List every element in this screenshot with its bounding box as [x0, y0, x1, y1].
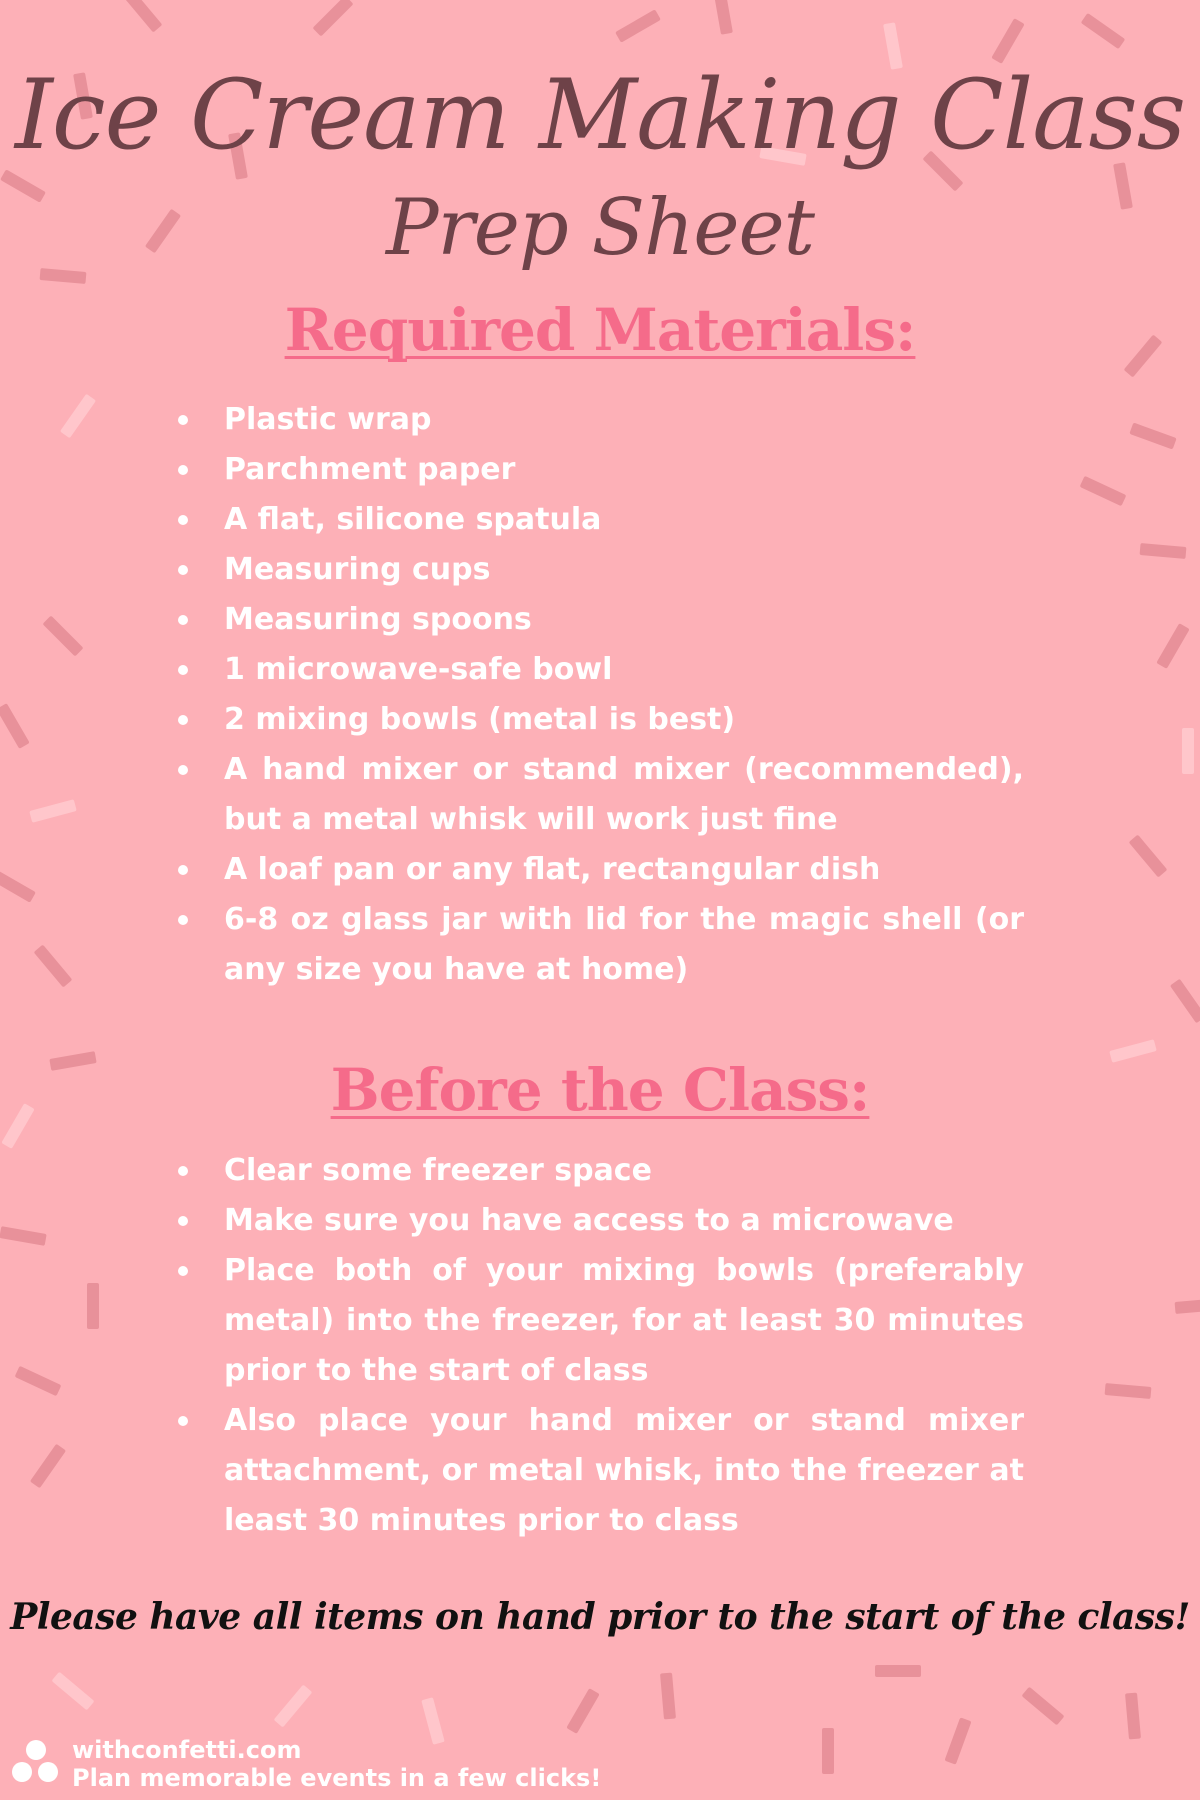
page-title: Ice Cream Making Class: [14, 59, 1186, 171]
page-subtitle: Prep Sheet: [386, 183, 814, 273]
footer-site-link[interactable]: withconfetti.com: [72, 1736, 302, 1764]
list-item: Clear some freezer space: [168, 1146, 1024, 1196]
list-item: Also place your hand mixer or stand mixer attachment, or metal whisk, into the freezer at least 30 minutes prior to class: [168, 1396, 1024, 1546]
confetti-piece: [1105, 1383, 1152, 1399]
confetti-piece: [1182, 728, 1194, 774]
confetti-piece: [30, 1444, 66, 1489]
confetti-piece: [1129, 422, 1176, 449]
confetti-piece: [713, 0, 733, 35]
confetti-piece: [0, 1226, 47, 1246]
confetti-piece: [124, 0, 163, 32]
confetti-piece: [1080, 476, 1127, 506]
confetti-piece: [42, 615, 83, 656]
confetti-piece: [660, 1673, 676, 1720]
confetti-piece: [1129, 835, 1168, 878]
list-item: Plastic wrap: [168, 395, 1024, 445]
list-item: Parchment paper: [168, 445, 1024, 495]
confetti-logo-icon: [12, 1740, 64, 1792]
confetti-piece: [615, 9, 661, 42]
footer-tagline: Plan memorable events in a few clicks!: [72, 1764, 602, 1792]
list-item: A flat, silicone spatula: [168, 495, 1024, 545]
confetti-piece: [29, 799, 77, 822]
confetti-piece: [312, 0, 353, 37]
confetti-piece: [0, 869, 36, 902]
confetti-piece: [822, 1728, 834, 1774]
materials-list: [168, 395, 1024, 995]
confetti-piece: [60, 394, 96, 439]
list-item: Measuring spoons: [168, 595, 1024, 645]
confetti-piece: [1175, 1298, 1200, 1314]
confetti-piece: [944, 1717, 971, 1764]
before-class-heading: Before the Class:: [330, 1056, 870, 1124]
list-item: 6-8 oz glass jar with lid for the magic shell (or any size you have at home): [168, 895, 1024, 995]
list-item: Measuring cups: [168, 545, 1024, 595]
confetti-piece: [1022, 1687, 1065, 1726]
confetti-piece: [0, 703, 30, 749]
confetti-piece: [34, 945, 73, 988]
footer: [12, 1730, 712, 1800]
confetti-piece: [566, 1688, 599, 1734]
list-item: A hand mixer or stand mixer (recommended), but a metal whisk will work just fine: [168, 745, 1024, 845]
materials-heading: Required Materials:: [284, 296, 916, 364]
list-item: A loaf pan or any flat, rectangular dish: [168, 845, 1024, 895]
confetti-piece: [87, 1283, 99, 1329]
list-item: 1 microwave-safe bowl: [168, 645, 1024, 695]
confetti-piece: [875, 1665, 921, 1677]
confetti-piece: [274, 1685, 313, 1728]
list-item: Place both of your mixing bowls (preferably metal) into the freezer, for at least 30 minutes prior to the start of class: [168, 1246, 1024, 1396]
confetti-piece: [15, 1366, 62, 1396]
confetti-piece: [1081, 13, 1126, 49]
confetti-piece: [1140, 543, 1187, 559]
reminder-note: Please have all items on hand prior to the start of the class!: [10, 1596, 1190, 1638]
before-class-list: [168, 1146, 1024, 1546]
list-item: 2 mixing bowls (metal is best): [168, 695, 1024, 745]
confetti-piece: [52, 1672, 95, 1711]
confetti-piece: [1125, 1693, 1141, 1740]
confetti-piece: [1156, 623, 1189, 669]
confetti-piece: [1170, 979, 1200, 1024]
list-item: Make sure you have access to a microwave: [168, 1196, 1024, 1246]
